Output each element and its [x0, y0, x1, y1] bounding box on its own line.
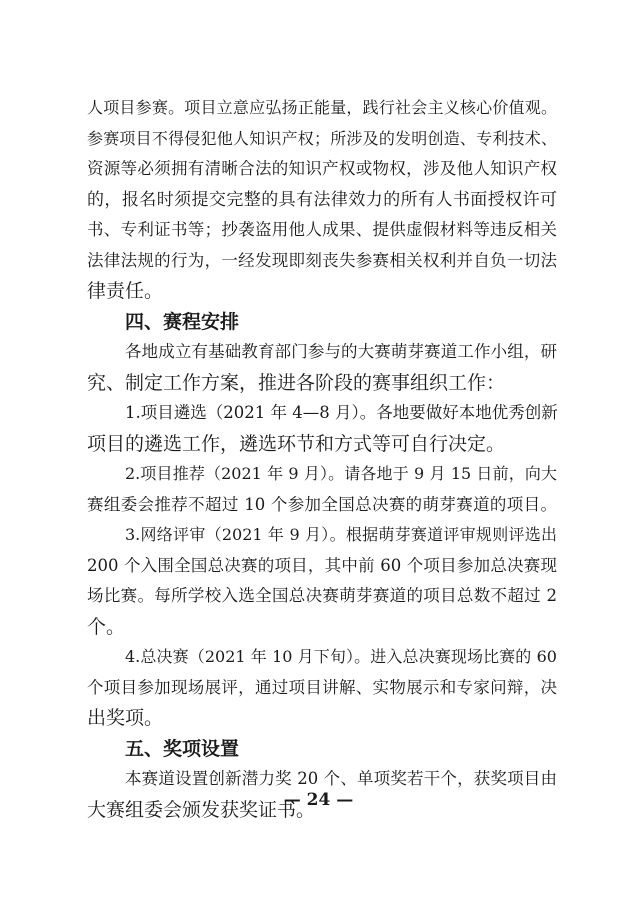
list-item-line: 个。 — [87, 615, 126, 638]
paragraph-line: 本赛道设置创新潜力奖 20 个、单项奖若干个，获奖项目由 — [125, 769, 557, 788]
list-item-line: 4.总决赛（2021 年 10 月下旬）。进入总决赛现场比赛的 60 — [125, 647, 557, 666]
list-item-line: 个项目参加现场展评，通过项目讲解、实物展示和专家问辩，决 — [87, 677, 557, 697]
list-item-line: 场比赛。每所学校入选全国总决赛萌芽赛道的项目总数不超过 2 — [87, 586, 557, 605]
paragraph-line: 人项目参赛。项目立意应弘扬正能量，践行社会主义核心价值观。 — [87, 98, 557, 117]
list-item-line: 200 个入围全国总决赛的项目，其中前 60 个项目参加总决赛现 — [87, 555, 557, 575]
list-item-line: 2.项目推荐（2021 年 9 月）。请各地于 9 月 15 日前，向大 — [125, 464, 557, 483]
list-item-line: 3.网络评审（2021 年 9 月）。根据萌芽赛道评审规则评选出 — [125, 525, 557, 544]
paragraph-line: 资源等必须拥有清晰合法的知识产权或物权，涉及他人知识产权 — [87, 159, 557, 178]
paragraph-line: 法律法规的行为，一经发现即刻丧失参赛相关权利并自负一切法 — [87, 250, 557, 270]
section-heading-schedule: 四、赛程安排 — [125, 310, 240, 333]
paragraph-line: 大赛组委会颁发获奖证书。 — [87, 798, 316, 821]
list-item-line: 1.项目遴选（2021 年 4—8 月）。各地要做好本地优秀创新 — [125, 403, 558, 422]
paragraph-line: 的，报名时须提交完整的具有法律效力的所有人书面授权许可 — [87, 189, 557, 210]
paragraph-line: 究、制定工作方案，推进各阶段的赛事组织工作： — [87, 371, 506, 394]
document-body — [87, 93, 557, 825]
paragraph-line: 参赛项目不得侵犯他人知识产权；所涉及的发明创造、专利技术、 — [87, 128, 557, 148]
list-item-line: 赛组委会推荐不超过 10 个参加全国总决赛的萌芽赛道的项目。 — [87, 494, 557, 514]
paragraph-line: 书、专利证书等；抄袭盗用他人成果、提供虚假材料等违反相关 — [87, 220, 557, 239]
list-item-line: 项目的遴选工作，遴选环节和方式等可自行决定。 — [87, 432, 506, 455]
section-heading-awards: 五、奖项设置 — [125, 737, 240, 760]
list-item-line: 出奖项。 — [87, 707, 164, 729]
page-number: — 24 — — [283, 790, 354, 810]
paragraph-line: 各地成立有基础教育部门参与的大赛萌芽赛道工作小组，研 — [125, 342, 557, 361]
paragraph-line: 律责任。 — [87, 280, 164, 302]
